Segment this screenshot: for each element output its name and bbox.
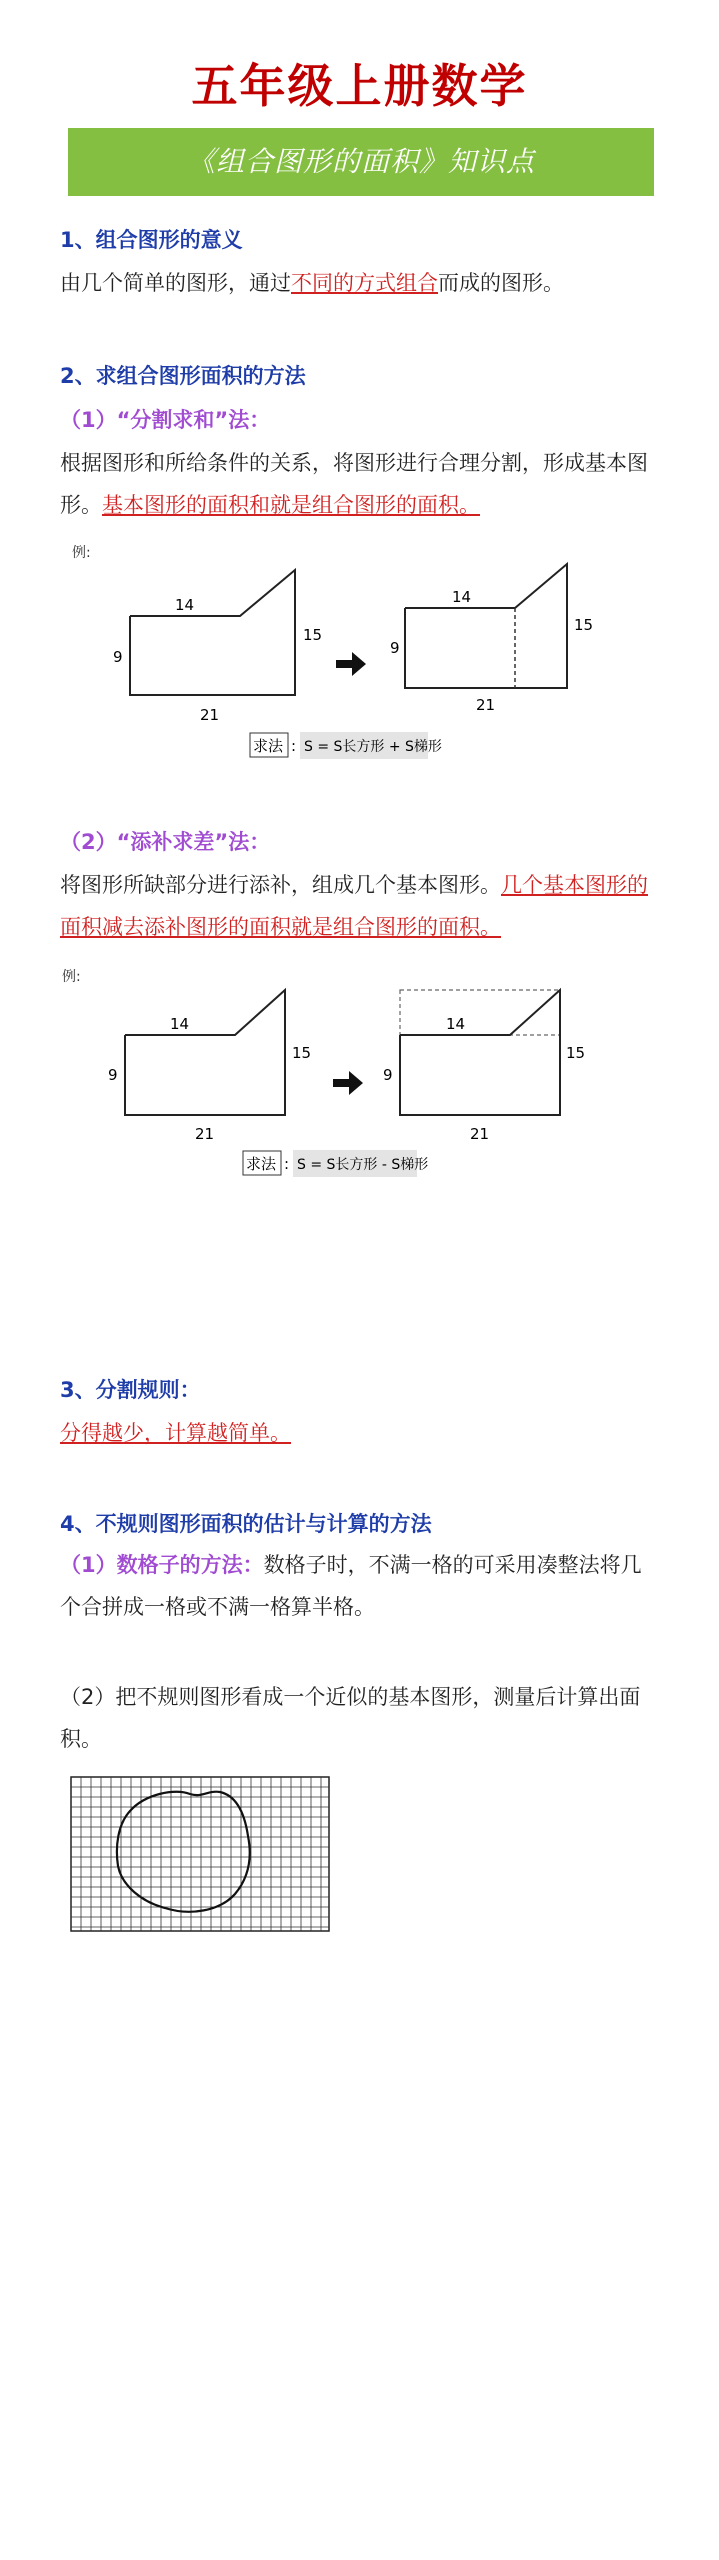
section-3-heading: 3、分割规则： — [60, 1378, 201, 1402]
dim-right-2b: 15 — [566, 1044, 586, 1062]
formula-colon-2: : — [284, 1155, 290, 1173]
text-after: 而成的图形。 — [438, 271, 564, 295]
dim-top-1b: 14 — [452, 588, 472, 606]
section-4-method-2: （2）把不规则图形看成一个近似的基本图形，测量后计算出面积。 — [60, 1685, 641, 1751]
method-2-highlight: 几个基本图形的面积减去添补图形的面积就是组合图形的面积。 — [60, 873, 648, 939]
subtitle-banner: 《组合图形的面积》知识点 — [68, 128, 654, 196]
dim-bottom-2b: 21 — [470, 1125, 490, 1143]
formula-label-2: 求法 — [246, 1155, 277, 1173]
method-2-body: 将图形所缺部分进行添补，组成几个基本图形。 — [60, 873, 501, 897]
section-3-highlight: 分得越少，计算越简单。 — [60, 1421, 291, 1445]
shape-left-1 — [130, 570, 295, 695]
method-1-body: 根据图形和所给条件的关系，将图形进行合理分割，形成基本图形。 — [60, 451, 648, 517]
dim-right-1b: 15 — [574, 616, 594, 634]
grid-border — [71, 1777, 329, 1931]
example-label-2: 例: — [62, 969, 81, 985]
dim-left-2b: 9 — [383, 1066, 393, 1084]
method-1-heading: （1）“分割求和”法： — [60, 408, 271, 432]
formula-2: S = S长方形 - S梯形 — [297, 1157, 429, 1173]
method-4-1-heading: （1）数格子的方法： — [60, 1553, 264, 1577]
dim-bottom-2a: 21 — [195, 1125, 215, 1143]
figure-fill-subtract — [0, 975, 719, 1205]
dim-top-1a: 14 — [175, 596, 195, 614]
method-4-1-text: 数格子时，不满一格的可采用凑整法将几个合拼成一格或不满一格算半格。 — [60, 1553, 642, 1619]
shape-right-1 — [405, 564, 567, 688]
section-1-heading: 1、组合图形的意义 — [60, 228, 243, 252]
formula-colon-1: : — [291, 737, 297, 755]
arrow-2 — [333, 1071, 363, 1095]
section-2-heading: 2、求组合图形面积的方法 — [60, 364, 306, 388]
formula-label-1: 求法 — [253, 737, 284, 755]
dim-right-1a: 15 — [303, 626, 323, 644]
example-label-1: 例: — [72, 545, 91, 561]
dim-top-2b: 14 — [446, 1015, 466, 1033]
section-1-text — [60, 262, 662, 304]
formula-1: S = S长方形 + S梯形 — [304, 739, 442, 755]
section-3-text — [60, 1412, 662, 1454]
method-1-highlight: 基本图形的面积和就是组合图形的面积。 — [102, 493, 480, 517]
dim-left-1a: 9 — [113, 648, 123, 666]
method-2-text — [60, 864, 662, 948]
dim-bottom-1b: 21 — [476, 696, 496, 714]
shape-left-2 — [125, 990, 285, 1115]
highlight-text: 不同的方式组合 — [291, 271, 438, 295]
dim-bottom-1a: 21 — [200, 706, 220, 724]
page-title: 五年级上册数学 — [191, 59, 528, 113]
section-4-method-1 — [60, 1544, 662, 1628]
shape-right-2 — [400, 990, 560, 1115]
figure-split-sum — [0, 550, 719, 780]
method-2-heading: （2）“添补求差”法： — [60, 830, 271, 854]
dim-left-1b: 9 — [390, 639, 400, 657]
method-1-text — [60, 442, 662, 526]
section-4-heading: 4、不规则图形面积的估计与计算的方法 — [60, 1512, 432, 1536]
grid-figure — [70, 1776, 340, 1938]
dim-right-2a: 15 — [292, 1044, 312, 1062]
arrow-1 — [336, 652, 366, 676]
text-before: 由几个简单的图形，通过 — [60, 271, 291, 295]
dim-left-2a: 9 — [108, 1066, 118, 1084]
dim-top-2a: 14 — [170, 1015, 190, 1033]
